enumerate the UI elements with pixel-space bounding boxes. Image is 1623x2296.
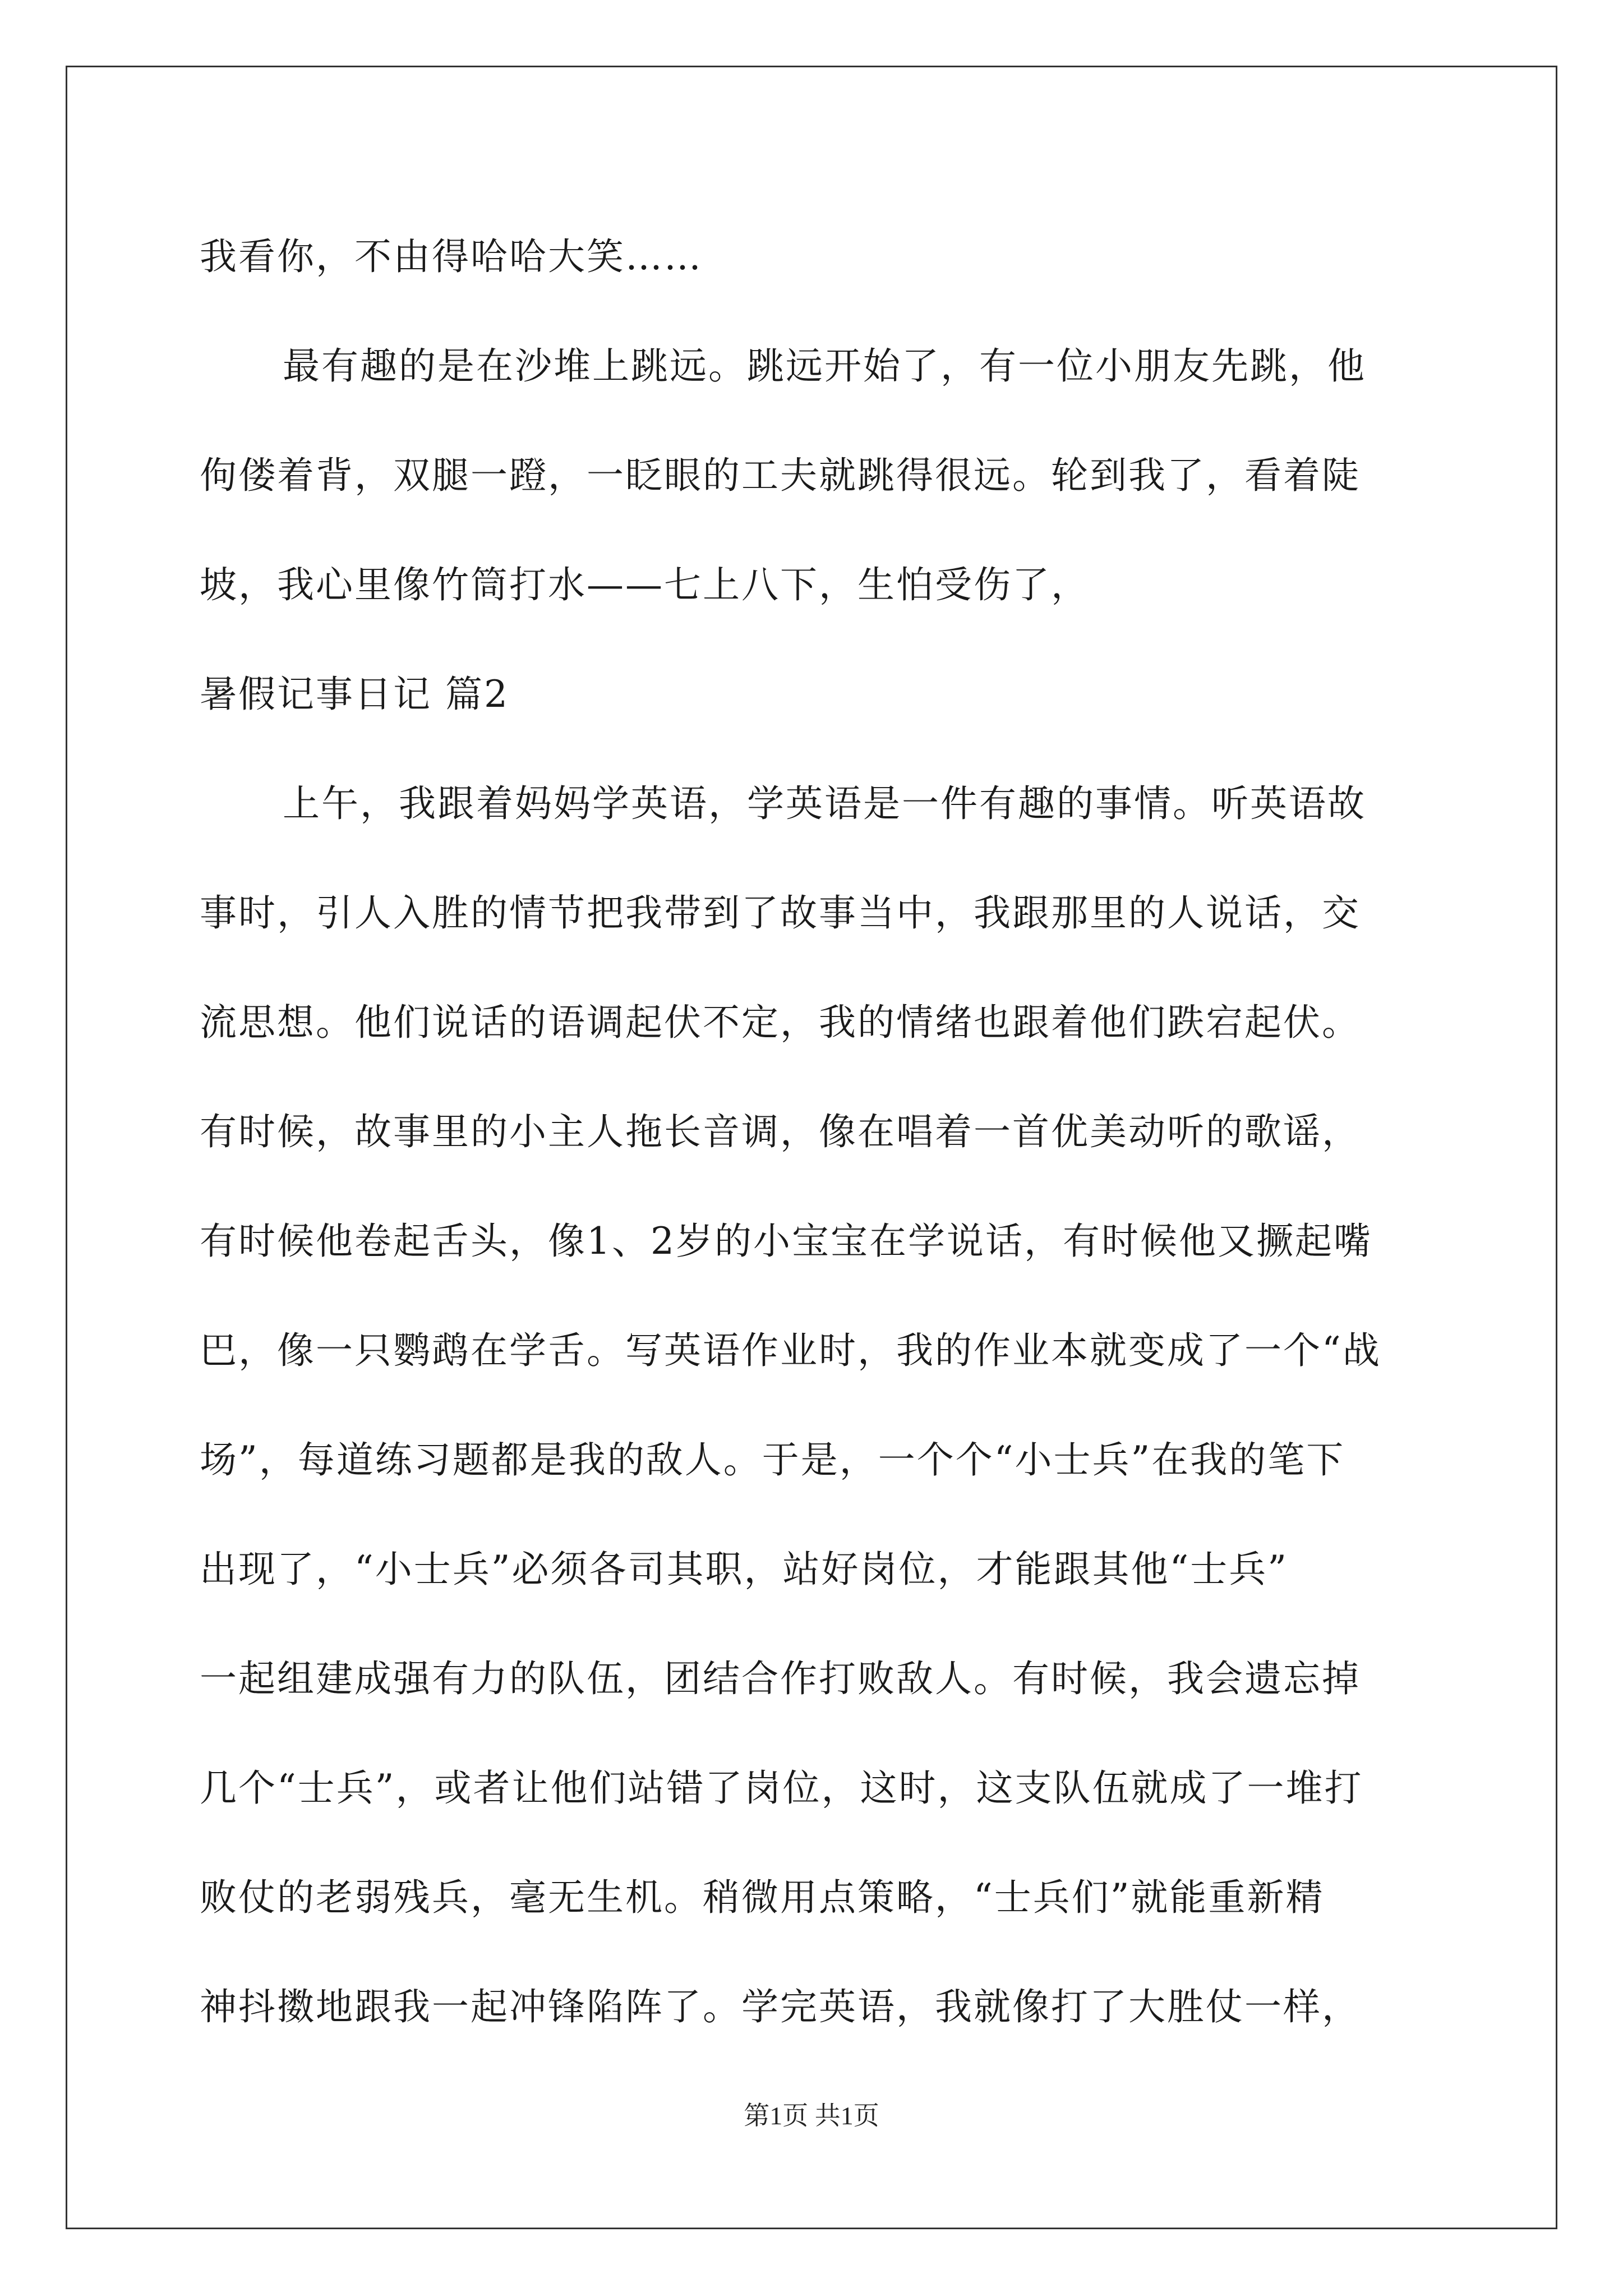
paragraph-line: 一起组建成强有力的队伍，团结合作打败敌人。有时候，我会遗忘掉 — [200, 1657, 1361, 1700]
paragraph-line: 我看你，不由得哈哈大笑…… — [200, 235, 703, 278]
paragraph-line: 上午，我跟着妈妈学英语，学英语是一件有趣的事情。听英语故 — [283, 782, 1366, 825]
paragraph-line: 事时，引人入胜的情节把我带到了故事当中，我跟那里的人说话，交 — [200, 891, 1361, 935]
paragraph-line: 有时候他卷起舌头，像1、2岁的小宝宝在学说话，有时候他又撅起嘴 — [200, 1220, 1372, 1263]
paragraph-line: 出现了，“小士兵”必须各司其职，站好岗位，才能跟其他“士兵” — [200, 1548, 1288, 1591]
paragraph-line: 巴，像一只鹦鹉在学舌。写英语作业时，我的作业本就变成了一个“战 — [200, 1329, 1381, 1372]
paragraph-line: 流思想。他们说话的语调起伏不定，我的情绪也跟着他们跌宕起伏。 — [200, 1001, 1361, 1044]
paragraph-line: 有时候，故事里的小主人拖长音调，像在唱着一首优美动听的歌谣， — [200, 1110, 1361, 1153]
paragraph-line: 几个“士兵”，或者让他们站错了岗位，这时，这支队伍就成了一堆打 — [200, 1766, 1363, 1810]
paragraph-line: 最有趣的是在沙堆上跳远。跳远开始了，有一位小朋友先跳，他 — [283, 344, 1366, 388]
paragraph-line: 败仗的老弱残兵，毫无生机。稍微用点策略，“士兵们”就能重新精 — [200, 1876, 1325, 1919]
paragraph-line: 神抖擞地跟我一起冲锋陷阵了。学完英语，我就像打了大胜仗一样， — [200, 1985, 1361, 2028]
paragraph-line: 场”，每道练习题都是我的敌人。于是，一个个“小士兵”在我的笔下 — [200, 1438, 1345, 1481]
document-body — [200, 202, 1433, 2062]
page-footer: 第1页 共1页 — [744, 2101, 879, 2130]
paragraph-line: 坡，我心里像竹筒打水——七上八下，生怕受伤了， — [200, 563, 1090, 606]
paragraph-line: 佝偻着背，双腿一蹬，一眨眼的工夫就跳得很远。轮到我了，看着陡 — [200, 454, 1361, 497]
section-title: 暑假记事日记 篇2 — [200, 673, 509, 716]
